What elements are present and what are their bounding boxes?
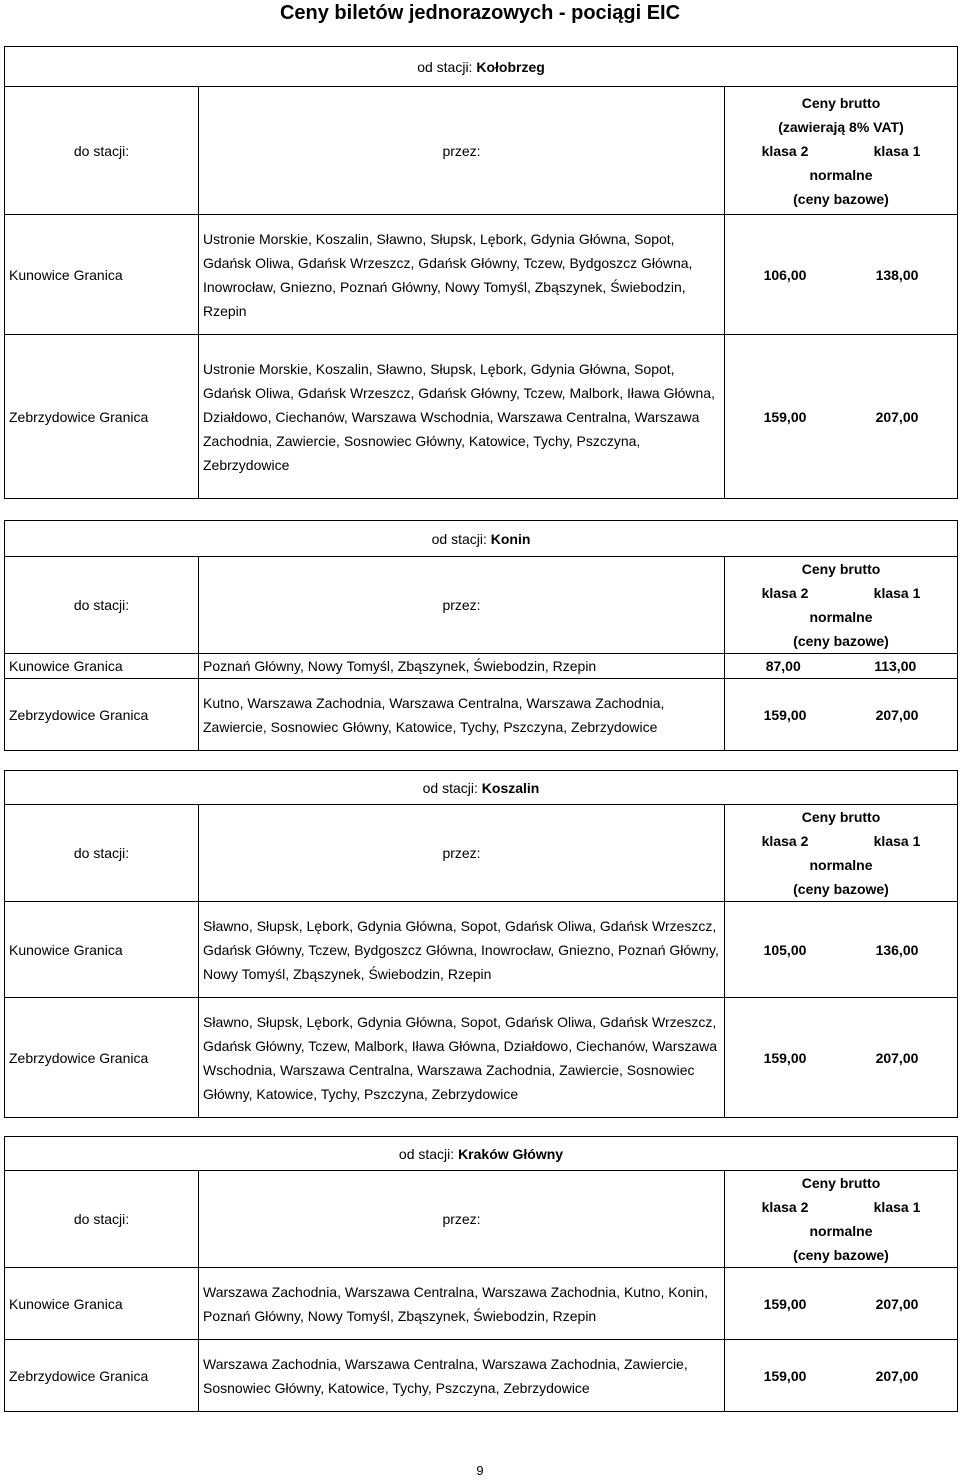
from-station: Kraków Główny [458, 1145, 564, 1162]
destination-header: do stacji: [5, 557, 199, 654]
price-cell [725, 654, 958, 679]
price-table [4, 46, 958, 499]
price-table [4, 770, 958, 1118]
section-koszalin [4, 770, 957, 1118]
destination-header: do stacji: [5, 87, 199, 215]
normal-fare-label: normalne [809, 857, 873, 873]
from-label: od stacji: [431, 530, 487, 547]
route-cell: Sławno, Słupsk, Lębork, Gdynia Główna, Sopot, Gdańsk Oliwa, Gdańsk Wrzeszcz, Gdańsk Główny, Tczew, Malbork, Iława Główna, Działdowo, Ciechanów, Warszawa Wschodnia, Warszawa Centralna, Warszawa Zachodnia, Zawiercie, Sosnowiec Główny, Katowice, Tychy, Pszczyna, Zebrzydowice [199, 998, 725, 1118]
station-header [5, 1137, 958, 1171]
section-konin [4, 520, 957, 751]
page-number: 9 [476, 1463, 484, 1478]
route-cell: Poznań Główny, Nowy Tomyśl, Zbąszynek, Świebodzin, Rzepin [199, 654, 725, 679]
class2-label: klasa 2 [761, 1199, 809, 1215]
table-row [5, 1268, 958, 1340]
price-class2: 159,00 [763, 1367, 807, 1384]
class1-label: klasa 1 [873, 833, 921, 849]
route-cell: Sławno, Słupsk, Lębork, Gdynia Główna, Sopot, Gdańsk Oliwa, Gdańsk Wrzeszcz, Gdańsk Główny, Tczew, Bydgoszcz Główna, Inowrocław, Gniezno, Poznań Główny, Nowy Tomyśl, Zbąszynek, Świebodzin, Rzepin [199, 902, 725, 998]
class1-label: klasa 1 [873, 1199, 921, 1215]
gross-price-label: Ceny brutto [801, 1175, 881, 1191]
destination-cell: Zebrzydowice Granica [5, 998, 199, 1118]
price-cell [725, 335, 958, 499]
class1-label: klasa 1 [873, 585, 921, 601]
price-class1: 207,00 [875, 1367, 919, 1384]
destination-cell: Zebrzydowice Granica [5, 1340, 199, 1412]
section-kolobrzeg [4, 46, 957, 499]
from-station: Konin [490, 530, 531, 547]
normal-fare-label: normalne [809, 1223, 873, 1239]
destination-cell: Kunowice Granica [5, 902, 199, 998]
from-label: od stacji: [417, 58, 473, 75]
price-cell [725, 215, 958, 335]
price-class1: 136,00 [875, 941, 919, 958]
normal-fare-label: normalne [809, 166, 873, 183]
from-station: Kołobrzeg [476, 58, 545, 75]
table-row [5, 902, 958, 998]
destination-cell: Kunowice Granica [5, 215, 199, 335]
gross-price-label: Ceny brutto [801, 94, 881, 111]
price-class2: 159,00 [763, 1049, 807, 1066]
normal-fare-label: normalne [809, 609, 873, 625]
table-row [5, 1340, 958, 1412]
price-class2: 159,00 [763, 1295, 807, 1312]
price-class2: 87,00 [765, 658, 801, 674]
station-header [5, 47, 958, 87]
price-class1: 138,00 [875, 266, 919, 283]
route-header: przez: [199, 805, 725, 902]
table-row [5, 215, 958, 335]
base-price-label: (ceny bazowe) [793, 633, 889, 649]
destination-header: do stacji: [5, 805, 199, 902]
price-class1: 207,00 [875, 706, 919, 723]
price-table [4, 520, 958, 751]
price-header [725, 557, 958, 654]
class2-label: klasa 2 [761, 585, 809, 601]
table-row [5, 998, 958, 1118]
from-station: Koszalin [481, 779, 540, 796]
route-header: przez: [199, 557, 725, 654]
class1-label: klasa 1 [873, 142, 921, 159]
gross-price-label: Ceny brutto [801, 561, 881, 577]
station-header [5, 771, 958, 805]
route-cell: Ustronie Morskie, Koszalin, Sławno, Słupsk, Lębork, Gdynia Główna, Sopot, Gdańsk Oliwa, Gdańsk Wrzeszcz, Gdańsk Główny, Tczew, Bydgoszcz Główna, Inowrocław, Gniezno, Poznań Główny, Nowy Tomyśl, Zbąszynek, Świebodzin, Rzepin [199, 215, 725, 335]
table-row [5, 335, 958, 499]
class2-label: klasa 2 [761, 142, 809, 159]
destination-cell: Zebrzydowice Granica [5, 335, 199, 499]
price-cell [725, 902, 958, 998]
from-label: od stacji: [398, 1145, 455, 1162]
class2-label: klasa 2 [761, 833, 809, 849]
route-cell: Kutno, Warszawa Zachodnia, Warszawa Centralna, Warszawa Zachodnia, Zawiercie, Sosnowiec Główny, Katowice, Tychy, Pszczyna, Zebrzydowice [199, 679, 725, 751]
price-header [725, 805, 958, 902]
section-krakow-glowny [4, 1136, 957, 1412]
price-class1: 113,00 [874, 658, 917, 674]
price-class2: 159,00 [763, 408, 807, 425]
table-row [5, 679, 958, 751]
station-header [5, 521, 958, 557]
price-class2: 159,00 [763, 706, 807, 723]
destination-cell: Kunowice Granica [5, 1268, 199, 1340]
vat-note: (zawierają 8% VAT) [778, 118, 904, 135]
price-header [725, 87, 958, 215]
price-table [4, 1136, 958, 1412]
table-row [5, 654, 958, 679]
destination-header: do stacji: [5, 1171, 199, 1268]
page-title: Ceny biletów jednorazowych - pociągi EIC [279, 2, 681, 24]
price-class1: 207,00 [875, 1049, 919, 1066]
route-cell: Warszawa Zachodnia, Warszawa Centralna, Warszawa Zachodnia, Kutno, Konin, Poznań Główny, Nowy Tomyśl, Zbąszynek, Świebodzin, Rzepin [199, 1268, 725, 1340]
route-header: przez: [199, 1171, 725, 1268]
route-cell: Ustronie Morskie, Koszalin, Sławno, Słupsk, Lębork, Gdynia Główna, Sopot, Gdańsk Oliwa, Gdańsk Wrzeszcz, Gdańsk Główny, Tczew, Malbork, Iława Główna, Działdowo, Ciechanów, Warszawa Wschodnia, Warszawa Centralna, Warszawa Zachodnia, Zawiercie, Sosnowiec Główny, Katowice, Tychy, Pszczyna, Zebrzydowice [199, 335, 725, 499]
route-cell: Warszawa Zachodnia, Warszawa Centralna, Warszawa Zachodnia, Zawiercie, Sosnowiec Główny, Katowice, Tychy, Pszczyna, Zebrzydowice [199, 1340, 725, 1412]
destination-cell: Kunowice Granica [5, 654, 199, 679]
price-class1: 207,00 [875, 408, 919, 425]
base-price-label: (ceny bazowe) [793, 881, 889, 897]
price-cell [725, 679, 958, 751]
destination-cell: Zebrzydowice Granica [5, 679, 199, 751]
price-class2: 106,00 [763, 266, 807, 283]
route-header: przez: [199, 87, 725, 215]
price-class2: 105,00 [763, 941, 807, 958]
base-price-label: (ceny bazowe) [793, 1247, 889, 1263]
price-class1: 207,00 [875, 1295, 919, 1312]
price-cell [725, 1340, 958, 1412]
gross-price-label: Ceny brutto [801, 809, 881, 825]
from-label: od stacji: [422, 779, 478, 796]
price-cell [725, 998, 958, 1118]
price-cell [725, 1268, 958, 1340]
base-price-label: (ceny bazowe) [793, 190, 889, 207]
price-header [725, 1171, 958, 1268]
